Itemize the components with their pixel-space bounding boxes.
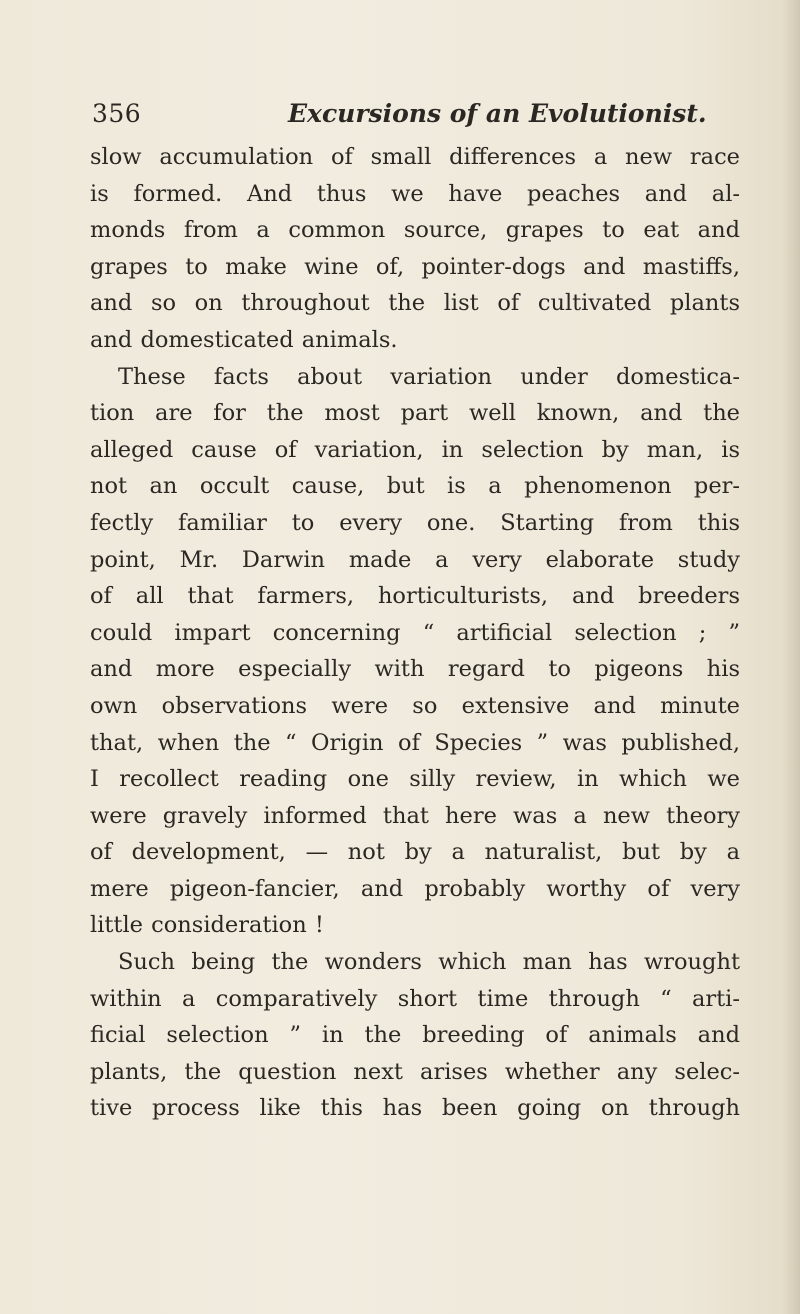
text-line: that, when the “ Origin of Species ” was published, xyxy=(90,729,740,756)
text-line: and more especially with regard to pigeons his xyxy=(90,656,740,683)
text-line: tive process like this has been going on through xyxy=(90,1095,740,1122)
running-head-title: Excursions of an Evolutionist. xyxy=(288,99,707,128)
page-number: 356 xyxy=(92,99,142,128)
text-line: alleged cause of variation, in selection by man, is xyxy=(90,436,740,463)
running-head xyxy=(92,96,732,132)
body-text xyxy=(90,139,740,1127)
text-line: plants, the question next arises whether any selec- xyxy=(90,1058,740,1085)
text-line: I recollect reading one silly review, in which we xyxy=(90,766,740,793)
text-line: mere pigeon-fancier, and probably worthy of very xyxy=(90,875,740,902)
text-line: within a comparatively short time through “ arti- xyxy=(90,985,740,1012)
text-line: These facts about variation under domestica- xyxy=(118,363,740,390)
text-line: of all that farmers, horticulturists, and breeders xyxy=(90,583,740,610)
text-line: slow accumulation of small differences a new race xyxy=(90,144,740,170)
text-line: tion are for the most part well known, and the xyxy=(90,400,740,427)
text-line: little consideration ! xyxy=(90,912,324,939)
text-line: point, Mr. Darwin made a very elaborate study xyxy=(90,546,740,573)
text-line: fectly familiar to every one. Starting from this xyxy=(90,509,740,536)
text-line: grapes to make wine of, pointer-dogs and mastiffs, xyxy=(90,253,740,280)
text-line: of development, — not by a naturalist, but by a xyxy=(90,839,740,866)
text-line: could impart concerning “ artificial selection ; ” xyxy=(90,619,740,646)
text-line: monds from a common source, grapes to eat and xyxy=(90,217,740,244)
text-line: own observations were so extensive and minute xyxy=(90,692,740,719)
text-line: is formed. And thus we have peaches and al- xyxy=(90,180,740,207)
text-line: and so on throughout the list of cultivated plants xyxy=(90,290,740,317)
text-line: Such being the wonders which man has wrought xyxy=(118,949,740,976)
text-line: and domesticated animals. xyxy=(90,326,398,353)
text-line: were gravely informed that here was a new theory xyxy=(90,802,740,829)
text-line: ficial selection ” in the breeding of animals and xyxy=(90,1022,740,1049)
page-edge-shadow xyxy=(782,0,800,1314)
text-line: not an occult cause, but is a phenomenon per- xyxy=(90,473,740,500)
